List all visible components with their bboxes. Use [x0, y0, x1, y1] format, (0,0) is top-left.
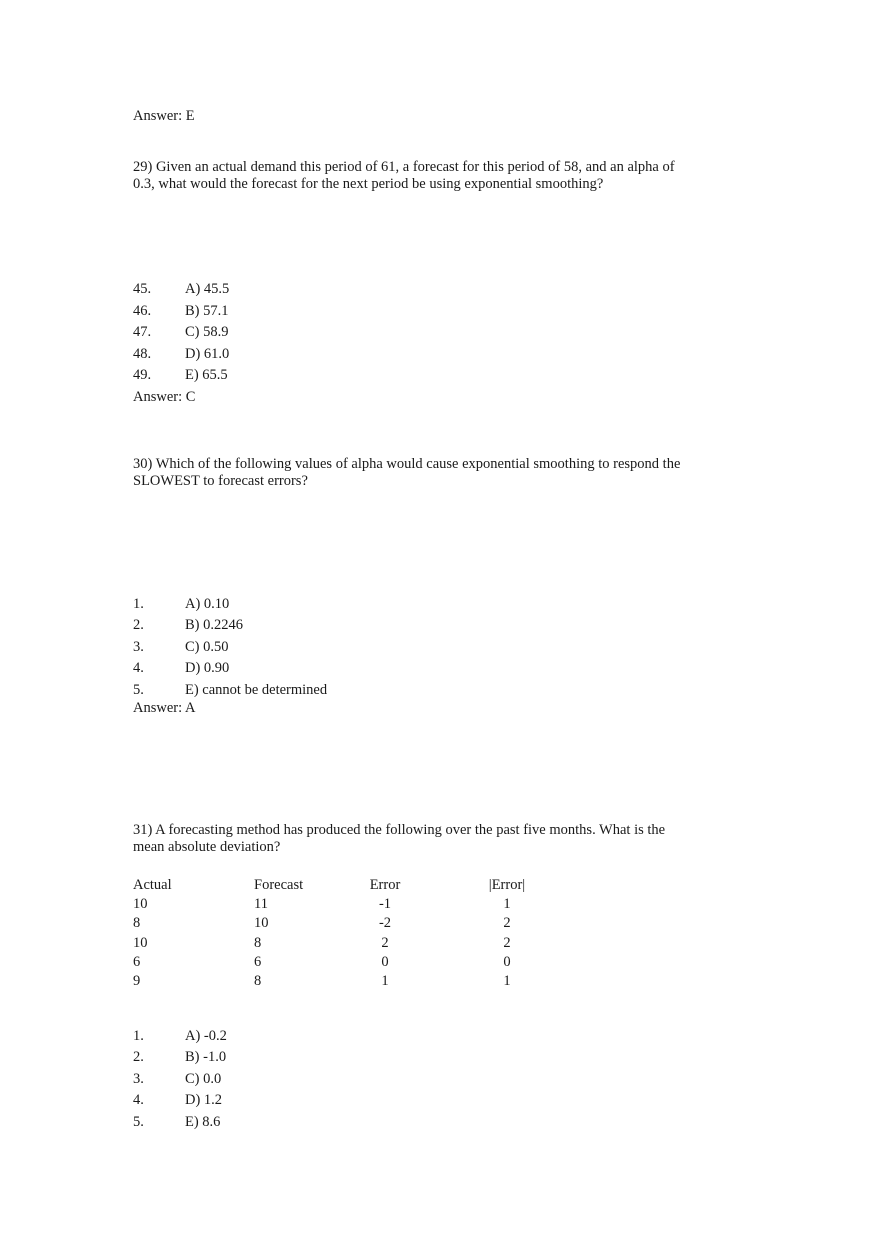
document-page: Answer: E 29) Given an actual demand this period of 61, a forecast for this period of 58, and an alpha of 0.3, what would the forecast for the next period be using exponential smoothing? 45. A) 45.5 46. B) 57.1 47. C) 58.9 48. D) 61.0 49. E) 65.5 Answer: C 30) Which of the following values of alpha would cause exponential smoothing to respond the SLOWEST to forecast errors? 1. A) 0.10 2. B) 0.2246 3. C) 0.50 4. D) 0.90 5. E) cannot be determined Answer: A 31) A forecasting method has produced the following over the past five months. What is the mean absolute deviation? Actual Forecast Error |Error| 10 11 -1 1 8 10 -2 2 10 8 2 2 6 6 0 0 9 8 1 1 1. A) -0.2 2. B) -1.0 3. C) 0.0 4. D) 1.2 5. E) 8.6 [0, 0, 880, 1247]
question-29-text: 29) Given an actual demand this period of 61, a forecast for this period of 58, and an alpha of 0.3, what would the forecast for the next period be using exponential smoothing? [133, 159, 675, 192]
question-31-text: 31) A forecasting method has produced the following over the past five months. What is the mean absolute deviation? [133, 822, 666, 855]
answer-28: Answer: E [133, 108, 195, 124]
question-30-text: 30) Which of the following values of alpha would cause exponential smoothing to respond the SLOWEST to forecast errors? [133, 456, 681, 489]
answer-30: Answer: A [133, 700, 196, 716]
answer-29: Answer: C [133, 389, 196, 405]
